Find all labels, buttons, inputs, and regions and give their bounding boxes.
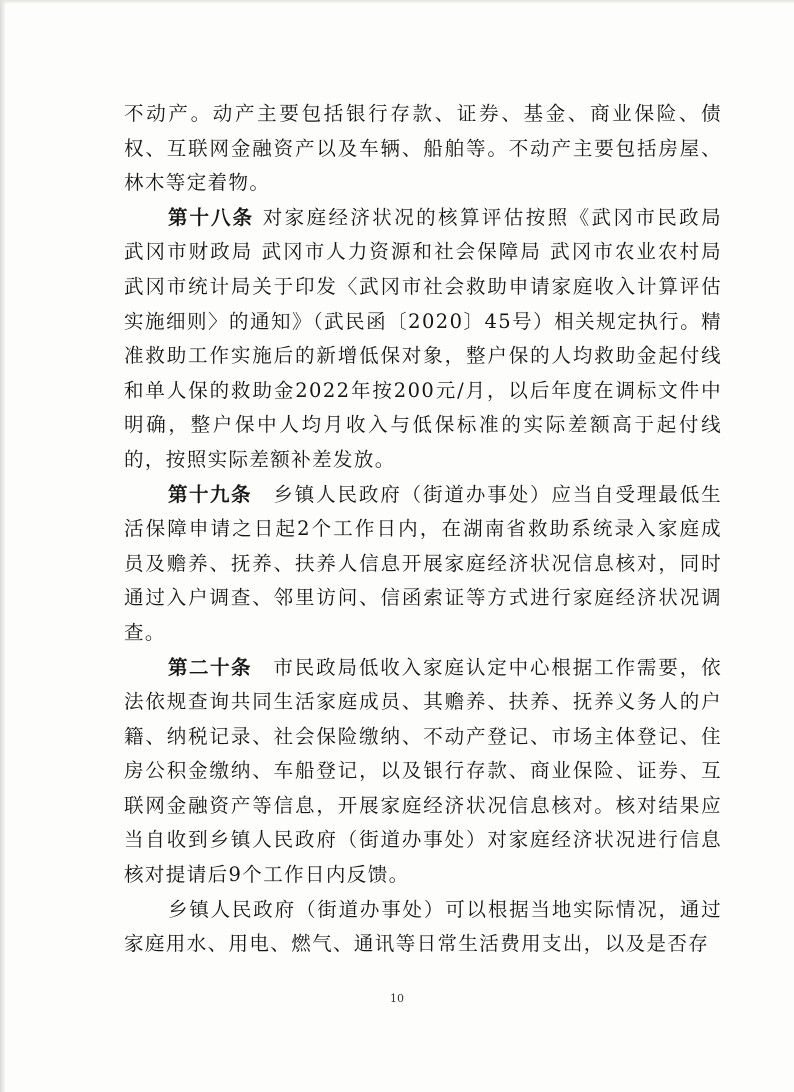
paragraph-text: 乡镇人民政府（街道办事处）可以根据当地实际情况，通过家庭用水、用电、燃气、通讯等日常生活费用支出，以及是否存 xyxy=(124,897,722,956)
paragraph-text: 对家庭经济状况的核算评估按照《武冈市民政局 武冈市财政局 武冈市人力资源和社会保障局 武冈市农业农村局 武冈市统计局关于印发〈武冈市社会救助申请家庭收入计算评估实施细则〉的通知》（武民函〔2020〕45号）相关规定执行。精准救助工作实施后的新增低保对象，整户保的人均救助金起付线和单人保的救助金2022年按200元/月，以后年度在调标文件中明确，整户保中人均月收入与低保标准的实际差额高于起付线的，按照实际差额补差发放。 xyxy=(124,205,722,471)
paragraph-text: 市民政局低收入家庭认定中心根据工作需要，依法依规查询共同生活家庭成员、其赡养、扶养、抚养义务人的户籍、纳税记录、社会保险缴纳、不动产登记、市场主体登记、住房公积金缴纳、车船登记，以及银行存款、商业保险、证券、互联网金融资产等信息，开展家庭经济状况信息核对。核对结果应当自收到乡镇人民政府（街道办事处）对家庭经济状况进行信息核对提请后9个工作日内反馈。 xyxy=(124,655,722,887)
scan-top-shadow xyxy=(0,0,794,4)
paragraph-text: 不动产。动产主要包括银行存款、证券、基金、商业保险、债权、互联网金融资产以及车辆、船舶等。不动产主要包括房屋、林木等定着物。 xyxy=(124,102,722,195)
article-heading: 第二十条 xyxy=(168,655,252,679)
page-number: 10 xyxy=(390,992,404,1005)
scan-edge-shadow xyxy=(0,0,6,1092)
paragraph-article-19 xyxy=(124,478,722,651)
paragraph-article-20 xyxy=(124,651,722,893)
article-heading: 第十九条 xyxy=(168,482,252,506)
article-heading: 第十八条 xyxy=(168,205,255,229)
paragraph-article-18 xyxy=(124,201,722,478)
paragraph-text: 乡镇人民政府（街道办事处）应当自受理最低生活保障申请之日起2个工作日内，在湖南省救助系统录入家庭成员及赡养、抚养、扶养人信息开展家庭经济状况信息核对，同时通过入户调查、邻里访问、信函索证等方式进行家庭经济状况调查。 xyxy=(124,482,722,644)
document-body xyxy=(124,97,722,962)
paragraph-continuation xyxy=(124,97,722,201)
paragraph-township xyxy=(124,893,722,962)
